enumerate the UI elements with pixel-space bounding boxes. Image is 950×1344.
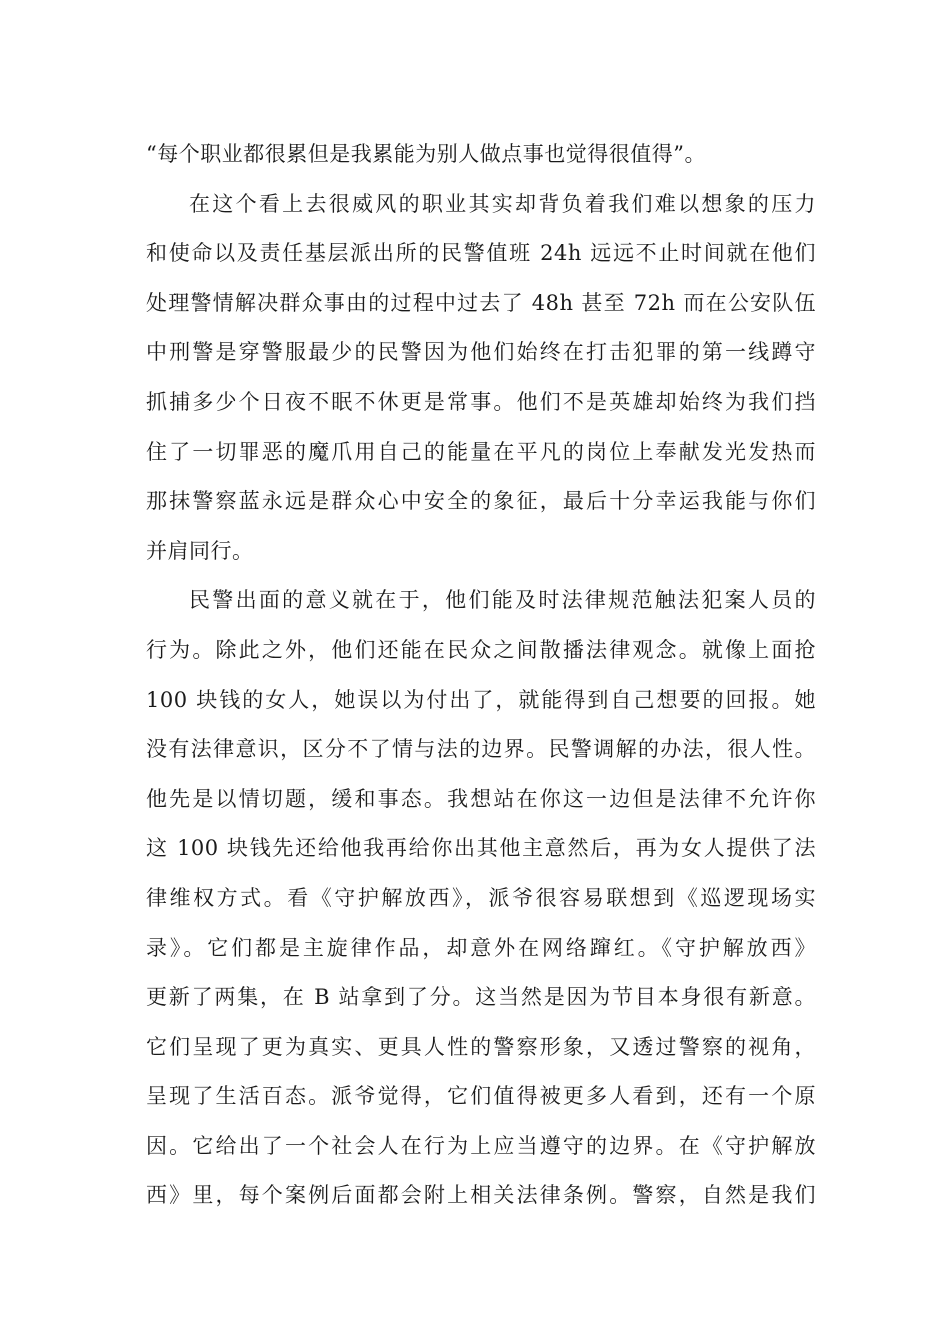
text-line: 行为。除此之外，他们还能在民众之间散播法律观念。就像上面抢 (146, 637, 816, 662)
text-line: 中刑警是穿警服最少的民警因为他们始终在打击犯罪的第一线蹲守 (146, 340, 816, 365)
text-line: 录》。它们都是主旋律作品，却意外在网络蹿红。《守护解放西》 (146, 935, 816, 960)
text-line: 民警出面的意义就在于，他们能及时法律规范触法犯案人员的 (189, 588, 816, 613)
text-line: 律维权方式。看《守护解放西》，派爷很容易联想到《巡逻现场实 (146, 885, 816, 910)
text-line: “每个职业都很累但是我累能为别人做点事也觉得很值得”。 (146, 142, 706, 166)
text-line: 呈现了生活百态。派爷觉得，它们值得被更多人看到，还有一个原 (146, 1084, 816, 1109)
text-line: 在这个看上去很威风的职业其实却背负着我们难以想象的压力 (189, 191, 816, 216)
text-line: 和使命以及责任基层派出所的民警值班 24h 远远不止时间就在他们 (146, 241, 816, 266)
text-line: 它们呈现了更为真实、更具人性的警察形象，又透过警察的视角， (146, 1034, 816, 1059)
text-line: 没有法律意识，区分不了情与法的边界。民警调解的办法，很人性。 (146, 737, 816, 762)
text-line: 住了一切罪恶的魔爪用自己的能量在平凡的岗位上奉献发光发热而 (146, 439, 816, 464)
text-line: 抓捕多少个日夜不眠不休更是常事。他们不是英雄却始终为我们挡 (146, 389, 816, 414)
text-line: 他先是以情切题，缓和事态。我想站在你这一边但是法律不允许你 (146, 786, 816, 811)
text-line: 处理警情解决群众事由的过程中过去了 48h 甚至 72h 而在公安队伍 (146, 290, 816, 315)
text-line: 100 块钱的女人，她误以为付出了，就能得到自己想要的回报。她 (146, 687, 816, 712)
text-line: 西》里，每个案例后面都会附上相关法律条例。警察，自然是我们 (146, 1183, 816, 1208)
text-line: 这 100 块钱先还给他我再给你出其他主意然后，再为女人提供了法 (146, 836, 816, 861)
text-line: 并肩同行。 (146, 538, 254, 563)
document-body (146, 130, 816, 1221)
text-line: 因。它给出了一个社会人在行为上应当遵守的边界。在《守护解放 (146, 1133, 816, 1158)
text-line: 那抹警察蓝永远是群众心中安全的象征，最后十分幸运我能与你们 (146, 489, 816, 514)
text-line: 更新了两集，在 B 站拿到了分。这当然是因为节目本身很有新意。 (146, 985, 816, 1010)
